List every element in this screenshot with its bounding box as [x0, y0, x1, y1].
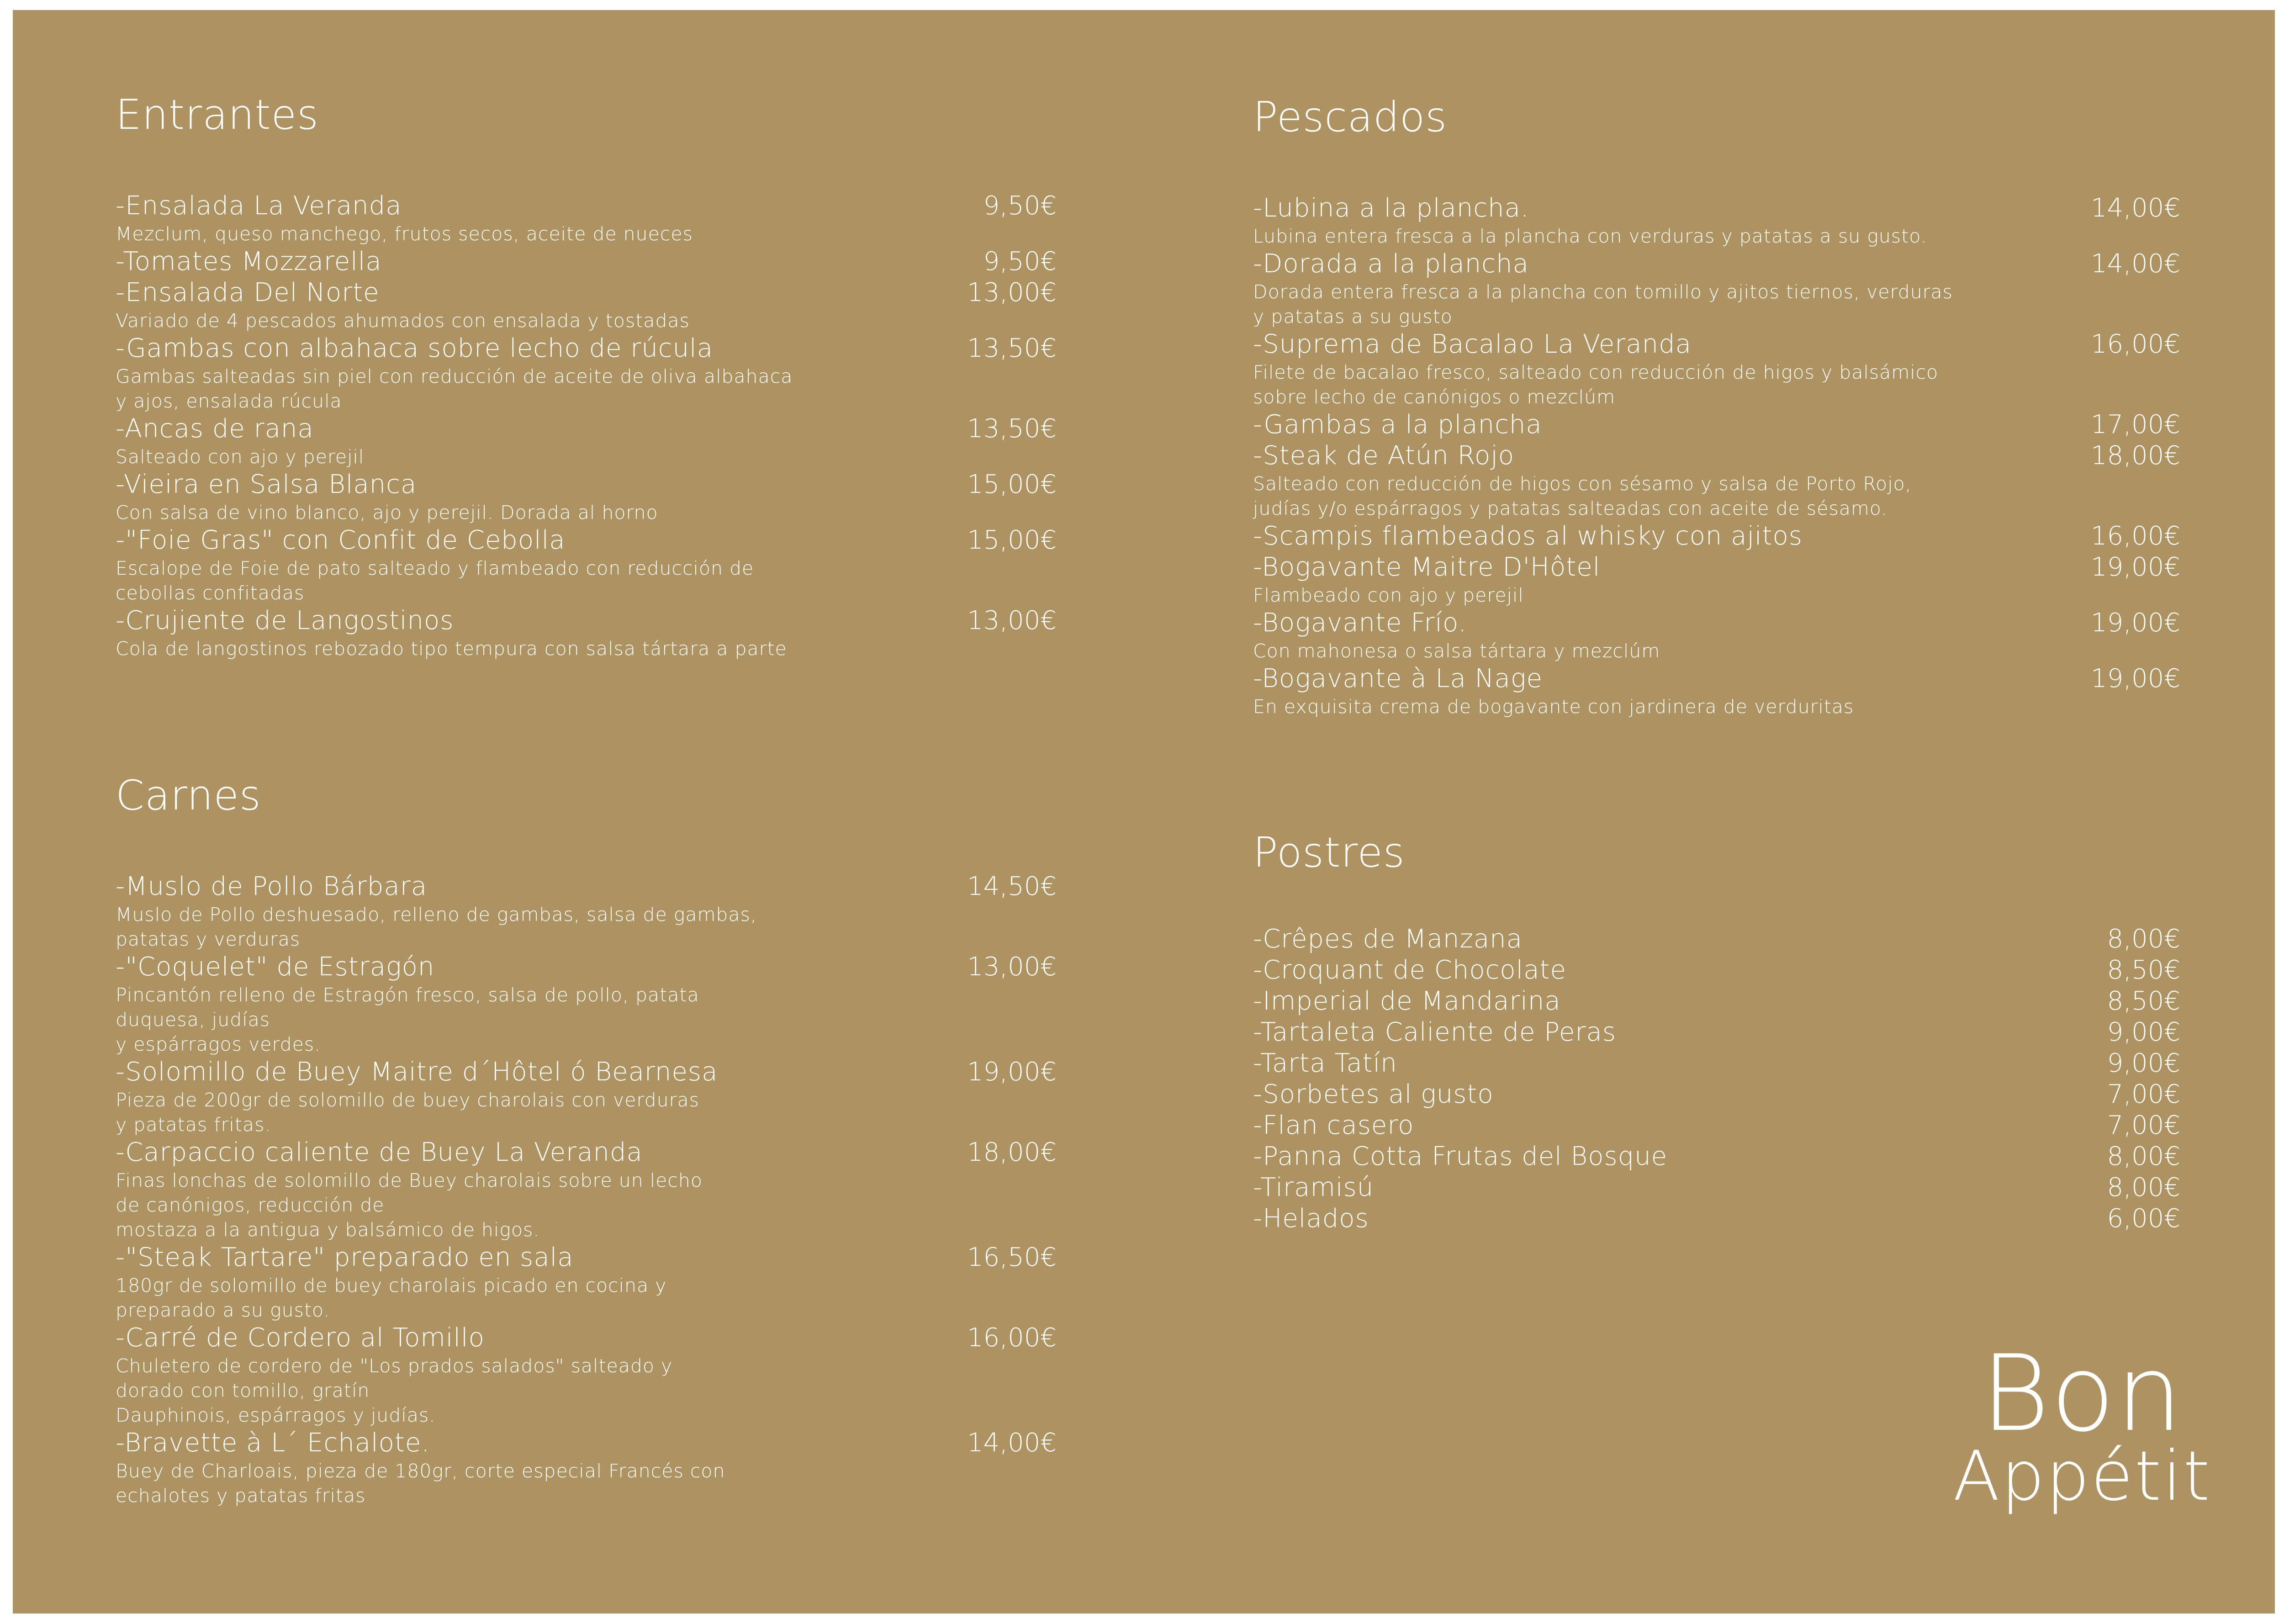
- dish-price: 13,00€: [967, 606, 1057, 635]
- dish-name: -Dorada a la plancha: [1253, 249, 1529, 279]
- dish-price: 8,50€: [2107, 955, 2180, 985]
- menu-item-row: [116, 1137, 1057, 1168]
- description-line: y ajos, ensalada rúcula: [116, 390, 342, 412]
- dish-price: 18,00€: [967, 1137, 1057, 1167]
- dish-name: -Ancas de rana: [116, 414, 314, 444]
- dish-price: 16,50€: [967, 1243, 1057, 1272]
- menu-item: [116, 469, 1057, 525]
- description-line: 180gr de solomillo de buey charolais picado en cocina y: [116, 1275, 667, 1296]
- menu-item-row: [1253, 1203, 2180, 1234]
- dish-description: [116, 444, 810, 469]
- dish-name: -Steak de Atún Rojo: [1253, 441, 1515, 471]
- dish-description: [116, 308, 810, 333]
- description-line: Gambas salteadas sin piel con reducción de aceite de oliva albahaca: [116, 365, 793, 387]
- dish-price: 19,00€: [2091, 608, 2180, 638]
- bon-appetit-signature: [1922, 1333, 2242, 1516]
- dish-name: -Sorbetes al gusto: [1253, 1079, 1494, 1109]
- description-line: y espárragos verdes.: [116, 1033, 321, 1055]
- menu-item: [116, 1137, 1057, 1242]
- menu-item-row: [1253, 193, 2180, 224]
- description-line: Dorada entera fresca a la plancha con tomillo y ajitos tiernos, verduras: [1253, 281, 1953, 303]
- menu-item: [1253, 924, 2180, 955]
- dish-name: -Solomillo de Buey Maitre d´Hôtel ó Bearnesa: [116, 1057, 718, 1087]
- dish-name: -Carré de Cordero al Tomillo: [116, 1323, 485, 1353]
- menu-item-row: [116, 871, 1057, 902]
- section-title: Carnes: [116, 772, 261, 820]
- description-line: y patatas fritas.: [116, 1114, 271, 1136]
- menu-item: [116, 1057, 1057, 1137]
- menu-item: [116, 1242, 1057, 1322]
- dish-name: -Suprema de Bacalao La Veranda: [1253, 329, 1692, 359]
- menu-item-row: [116, 605, 1057, 636]
- menu-item-row: [1253, 1172, 2180, 1203]
- dish-description: [116, 1459, 810, 1508]
- dish-price: 13,50€: [967, 414, 1057, 444]
- signature-line-appetit: Appétit: [1953, 1437, 2211, 1516]
- dish-name: -"Foie Gras" con Confit de Cebolla: [116, 525, 566, 555]
- menu-item-row: [1253, 440, 2180, 471]
- dish-price: 9,50€: [983, 247, 1057, 276]
- menu-item-row: [1253, 1141, 2180, 1172]
- dish-price: 9,00€: [2107, 1017, 2180, 1047]
- menu-items-list: [116, 190, 1057, 661]
- dish-name: -Bogavante Maitre D'Hôtel: [1253, 552, 1601, 582]
- menu-item-row: [116, 1428, 1057, 1459]
- menu-item: [1253, 521, 2180, 552]
- description-line: Con salsa de vino blanco, ajo y perejil. Dorada al horno: [116, 502, 658, 524]
- menu-item: [116, 1322, 1057, 1428]
- dish-name: -Croquant de Chocolate: [1253, 955, 1566, 985]
- description-line: Salteado con ajo y perejil: [116, 446, 365, 468]
- menu-item: [1253, 1203, 2180, 1234]
- menu-item: [1253, 1172, 2180, 1203]
- dish-name: -"Coquelet" de Estragón: [116, 952, 435, 982]
- dish-name: -Ensalada La Veranda: [116, 191, 402, 221]
- dish-description: [116, 364, 810, 413]
- menu-item-row: [1253, 1079, 2180, 1110]
- menu-item: [116, 952, 1057, 1057]
- dish-price: 6,00€: [2107, 1204, 2180, 1233]
- description-line: Mezclum, queso manchego, frutos secos, aceite de nueces: [116, 223, 693, 245]
- menu-item: [1253, 329, 2180, 409]
- menu-item: [1253, 986, 2180, 1017]
- menu-item: [116, 190, 1057, 246]
- menu-item-row: [116, 246, 1057, 277]
- description-line: Buey de Charloais, pieza de 180gr, corte especial Francés con: [116, 1460, 725, 1482]
- menu-items-list: [116, 871, 1057, 1508]
- dish-name: -Vieira en Salsa Blanca: [116, 470, 417, 499]
- dish-description: [116, 556, 810, 605]
- description-line: sobre lecho de canónigos o mezclúm: [1253, 386, 1616, 408]
- menu-item: [116, 277, 1057, 333]
- description-line: Flambeado con ajo y perejil: [1253, 584, 1524, 606]
- description-line: duquesa, judías: [116, 1009, 270, 1031]
- dish-name: -Gambas con albahaca sobre lecho de rúcula: [116, 333, 714, 363]
- dish-price: 14,50€: [967, 872, 1057, 901]
- menu-item-row: [1253, 986, 2180, 1017]
- menu-item-row: [116, 1242, 1057, 1273]
- description-line: Escalope de Foie de pato salteado y flambeado con reducción de: [116, 557, 754, 579]
- dish-price: 13,00€: [967, 952, 1057, 982]
- signature-line-bon: Bon: [1981, 1333, 2184, 1455]
- dish-price: 7,00€: [2107, 1111, 2180, 1140]
- dish-description: [1253, 639, 1966, 663]
- dish-name: -Lubina a la plancha.: [1253, 193, 1529, 223]
- menu-item: [1253, 1017, 2180, 1048]
- dish-price: 19,00€: [967, 1057, 1057, 1087]
- dish-description: [116, 500, 810, 525]
- dish-price: 13,50€: [967, 333, 1057, 363]
- menu-item: [116, 333, 1057, 413]
- menu-item-row: [1253, 249, 2180, 280]
- menu-item-row: [1253, 329, 2180, 360]
- description-line: Salteado con reducción de higos con sésamo y salsa de Porto Rojo,: [1253, 473, 1912, 495]
- dish-description: [116, 1354, 810, 1428]
- description-line: Con mahonesa o salsa tártara y mezclúm: [1253, 640, 1660, 662]
- dish-name: -Crujiente de Langostinos: [116, 606, 454, 635]
- dish-name: -Flan casero: [1253, 1111, 1414, 1140]
- dish-name: -Tarta Tatín: [1253, 1048, 1397, 1078]
- description-line: En exquisita crema de bogavante con jardinera de verduritas: [1253, 696, 1854, 718]
- dish-price: 16,00€: [2091, 329, 2180, 359]
- description-line: Cola de langostinos rebozado tipo tempura con salsa tártara a parte: [116, 638, 787, 660]
- dish-description: [1253, 694, 1966, 719]
- description-line: Chuletero de cordero de "Los prados salados" salteado y: [116, 1355, 673, 1377]
- dish-description: [116, 636, 810, 661]
- description-line: Muslo de Pollo deshuesado, relleno de gambas, salsa de gambas,: [116, 904, 757, 926]
- dish-price: 17,00€: [2091, 410, 2180, 439]
- description-line: Variado de 4 pescados ahumados con ensalada y tostadas: [116, 310, 690, 332]
- dish-name: -Crêpes de Manzana: [1253, 924, 1523, 954]
- description-line: dorado con tomillo, gratín: [116, 1380, 370, 1402]
- dish-description: [116, 222, 810, 246]
- menu-item-row: [1253, 1110, 2180, 1141]
- dish-price: 8,00€: [2107, 1142, 2180, 1171]
- menu-item: [116, 605, 1057, 661]
- dish-price: 14,00€: [2091, 193, 2180, 223]
- menu-item-row: [116, 1057, 1057, 1088]
- menu-item-row: [116, 525, 1057, 556]
- dish-price: 8,00€: [2107, 1173, 2180, 1202]
- dish-name: -Gambas a la plancha: [1253, 410, 1542, 439]
- menu-item-row: [1253, 608, 2180, 639]
- menu-item: [1253, 440, 2180, 521]
- menu-item: [116, 871, 1057, 952]
- dish-price: 15,00€: [967, 470, 1057, 499]
- menu-item-row: [1253, 924, 2180, 955]
- menu-item-row: [116, 333, 1057, 364]
- menu-item: [1253, 1079, 2180, 1110]
- dish-price: 15,00€: [967, 525, 1057, 555]
- dish-name: -Ensalada Del Norte: [116, 278, 380, 307]
- menu-item-row: [116, 413, 1057, 444]
- description-line: Pieza de 200gr de solomillo de buey charolais con verduras: [116, 1089, 700, 1111]
- dish-name: -"Steak Tartare" preparado en sala: [116, 1243, 574, 1272]
- section-entrantes: [116, 90, 1057, 660]
- section-postres: [1253, 828, 2180, 1233]
- menu-item: [1253, 663, 2180, 719]
- dish-description: [116, 1273, 810, 1322]
- dish-name: -Muslo de Pollo Bárbara: [116, 872, 428, 901]
- menu-item-row: [116, 190, 1057, 222]
- description-line: de canónigos, reducción de: [116, 1194, 385, 1216]
- menu-item-row: [1253, 1048, 2180, 1079]
- dish-price: 19,00€: [2091, 664, 2180, 693]
- menu-item: [116, 413, 1057, 469]
- section-carnes: [116, 771, 1057, 1507]
- dish-description: [116, 983, 810, 1057]
- dish-price: 19,00€: [2091, 552, 2180, 582]
- menu-item: [116, 246, 1057, 277]
- menu-item: [116, 525, 1057, 605]
- dish-name: -Imperial de Mandarina: [1253, 986, 1561, 1016]
- dish-name: -Carpaccio caliente de Buey La Veranda: [116, 1137, 643, 1167]
- menu-item: [1253, 552, 2180, 608]
- dish-description: [116, 902, 810, 952]
- description-line: Lubina entera fresca a la plancha con verduras y patatas a su gusto.: [1253, 225, 1927, 247]
- section-title: Pescados: [1253, 93, 1448, 141]
- dish-description: [116, 1088, 810, 1137]
- dish-price: 9,00€: [2107, 1048, 2180, 1078]
- menu-item: [1253, 1110, 2180, 1141]
- menu-item-row: [1253, 521, 2180, 552]
- menu-item: [1253, 955, 2180, 986]
- menu-item: [116, 1428, 1057, 1508]
- menu-item-row: [116, 952, 1057, 983]
- dish-price: 18,00€: [2091, 441, 2180, 471]
- menu-item: [1253, 249, 2180, 329]
- menu-item-row: [116, 277, 1057, 308]
- dish-price: 13,00€: [967, 278, 1057, 307]
- menu-items-list: [1253, 924, 2180, 1234]
- menu-item-row: [116, 1322, 1057, 1354]
- dish-name: -Tomates Mozzarella: [116, 247, 382, 276]
- menu-item-row: [1253, 552, 2180, 583]
- dish-price: 8,50€: [2107, 986, 2180, 1016]
- menu-item: [1253, 1048, 2180, 1079]
- dish-name: -Bogavante à La Nage: [1253, 664, 1543, 693]
- dish-price: 16,00€: [2091, 521, 2180, 551]
- description-line: mostaza a la antigua y balsámico de higos.: [116, 1219, 540, 1241]
- dish-price: 9,50€: [983, 191, 1057, 221]
- menu-item: [1253, 193, 2180, 249]
- dish-name: -Panna Cotta Frutas del Bosque: [1253, 1142, 1668, 1171]
- menu-item: [1253, 409, 2180, 440]
- description-line: Finas lonchas de solomillo de Buey charolais sobre un lecho: [116, 1169, 703, 1191]
- menu-item: [1253, 1141, 2180, 1172]
- dish-description: [1253, 360, 1966, 409]
- dish-description: [1253, 224, 1966, 249]
- menu-item-row: [1253, 1017, 2180, 1048]
- description-line: echalotes y patatas fritas: [116, 1485, 366, 1507]
- description-line: cebollas confitadas: [116, 582, 305, 604]
- dish-name: -Bravette à L´ Echalote.: [116, 1428, 430, 1458]
- menu-item-row: [1253, 955, 2180, 986]
- menu-item: [1253, 608, 2180, 663]
- dish-name: -Tartaleta Caliente de Peras: [1253, 1017, 1616, 1047]
- menu-item-row: [116, 469, 1057, 500]
- dish-description: [1253, 280, 1966, 329]
- menu-item-row: [1253, 663, 2180, 694]
- description-line: judías y/o espárragos y patatas salteadas con aceite de sésamo.: [1253, 497, 1888, 519]
- description-line: preparado a su gusto.: [116, 1299, 330, 1321]
- dish-price: 14,00€: [2091, 249, 2180, 279]
- dish-name: -Tiramisú: [1253, 1173, 1374, 1202]
- description-line: Dauphinois, espárragos y judías.: [116, 1404, 436, 1426]
- description-line: patatas y verduras: [116, 928, 301, 950]
- dish-name: -Helados: [1253, 1204, 1369, 1233]
- dish-description: [116, 1168, 810, 1242]
- dish-name: -Scampis flambeados al whisky con ajitos: [1253, 521, 1803, 551]
- dish-price: 14,00€: [967, 1428, 1057, 1458]
- menu-page: [13, 10, 2275, 1613]
- section-title: Postres: [1253, 829, 1405, 877]
- menu-item-row: [1253, 409, 2180, 440]
- description-line: y patatas a su gusto: [1253, 306, 1453, 328]
- section-pescados: [1253, 92, 2180, 718]
- dish-price: 16,00€: [967, 1323, 1057, 1353]
- menu-items-list: [1253, 193, 2180, 719]
- section-title: Entrantes: [116, 91, 319, 139]
- dish-name: -Bogavante Frío.: [1253, 608, 1467, 638]
- dish-price: 7,00€: [2107, 1079, 2180, 1109]
- dish-price: 8,00€: [2107, 924, 2180, 954]
- dish-description: [1253, 583, 1966, 608]
- description-line: Filete de bacalao fresco, salteado con reducción de higos y balsámico: [1253, 361, 1939, 383]
- description-line: Pincantón relleno de Estragón fresco, salsa de pollo, patata: [116, 984, 699, 1006]
- dish-description: [1253, 471, 1966, 521]
